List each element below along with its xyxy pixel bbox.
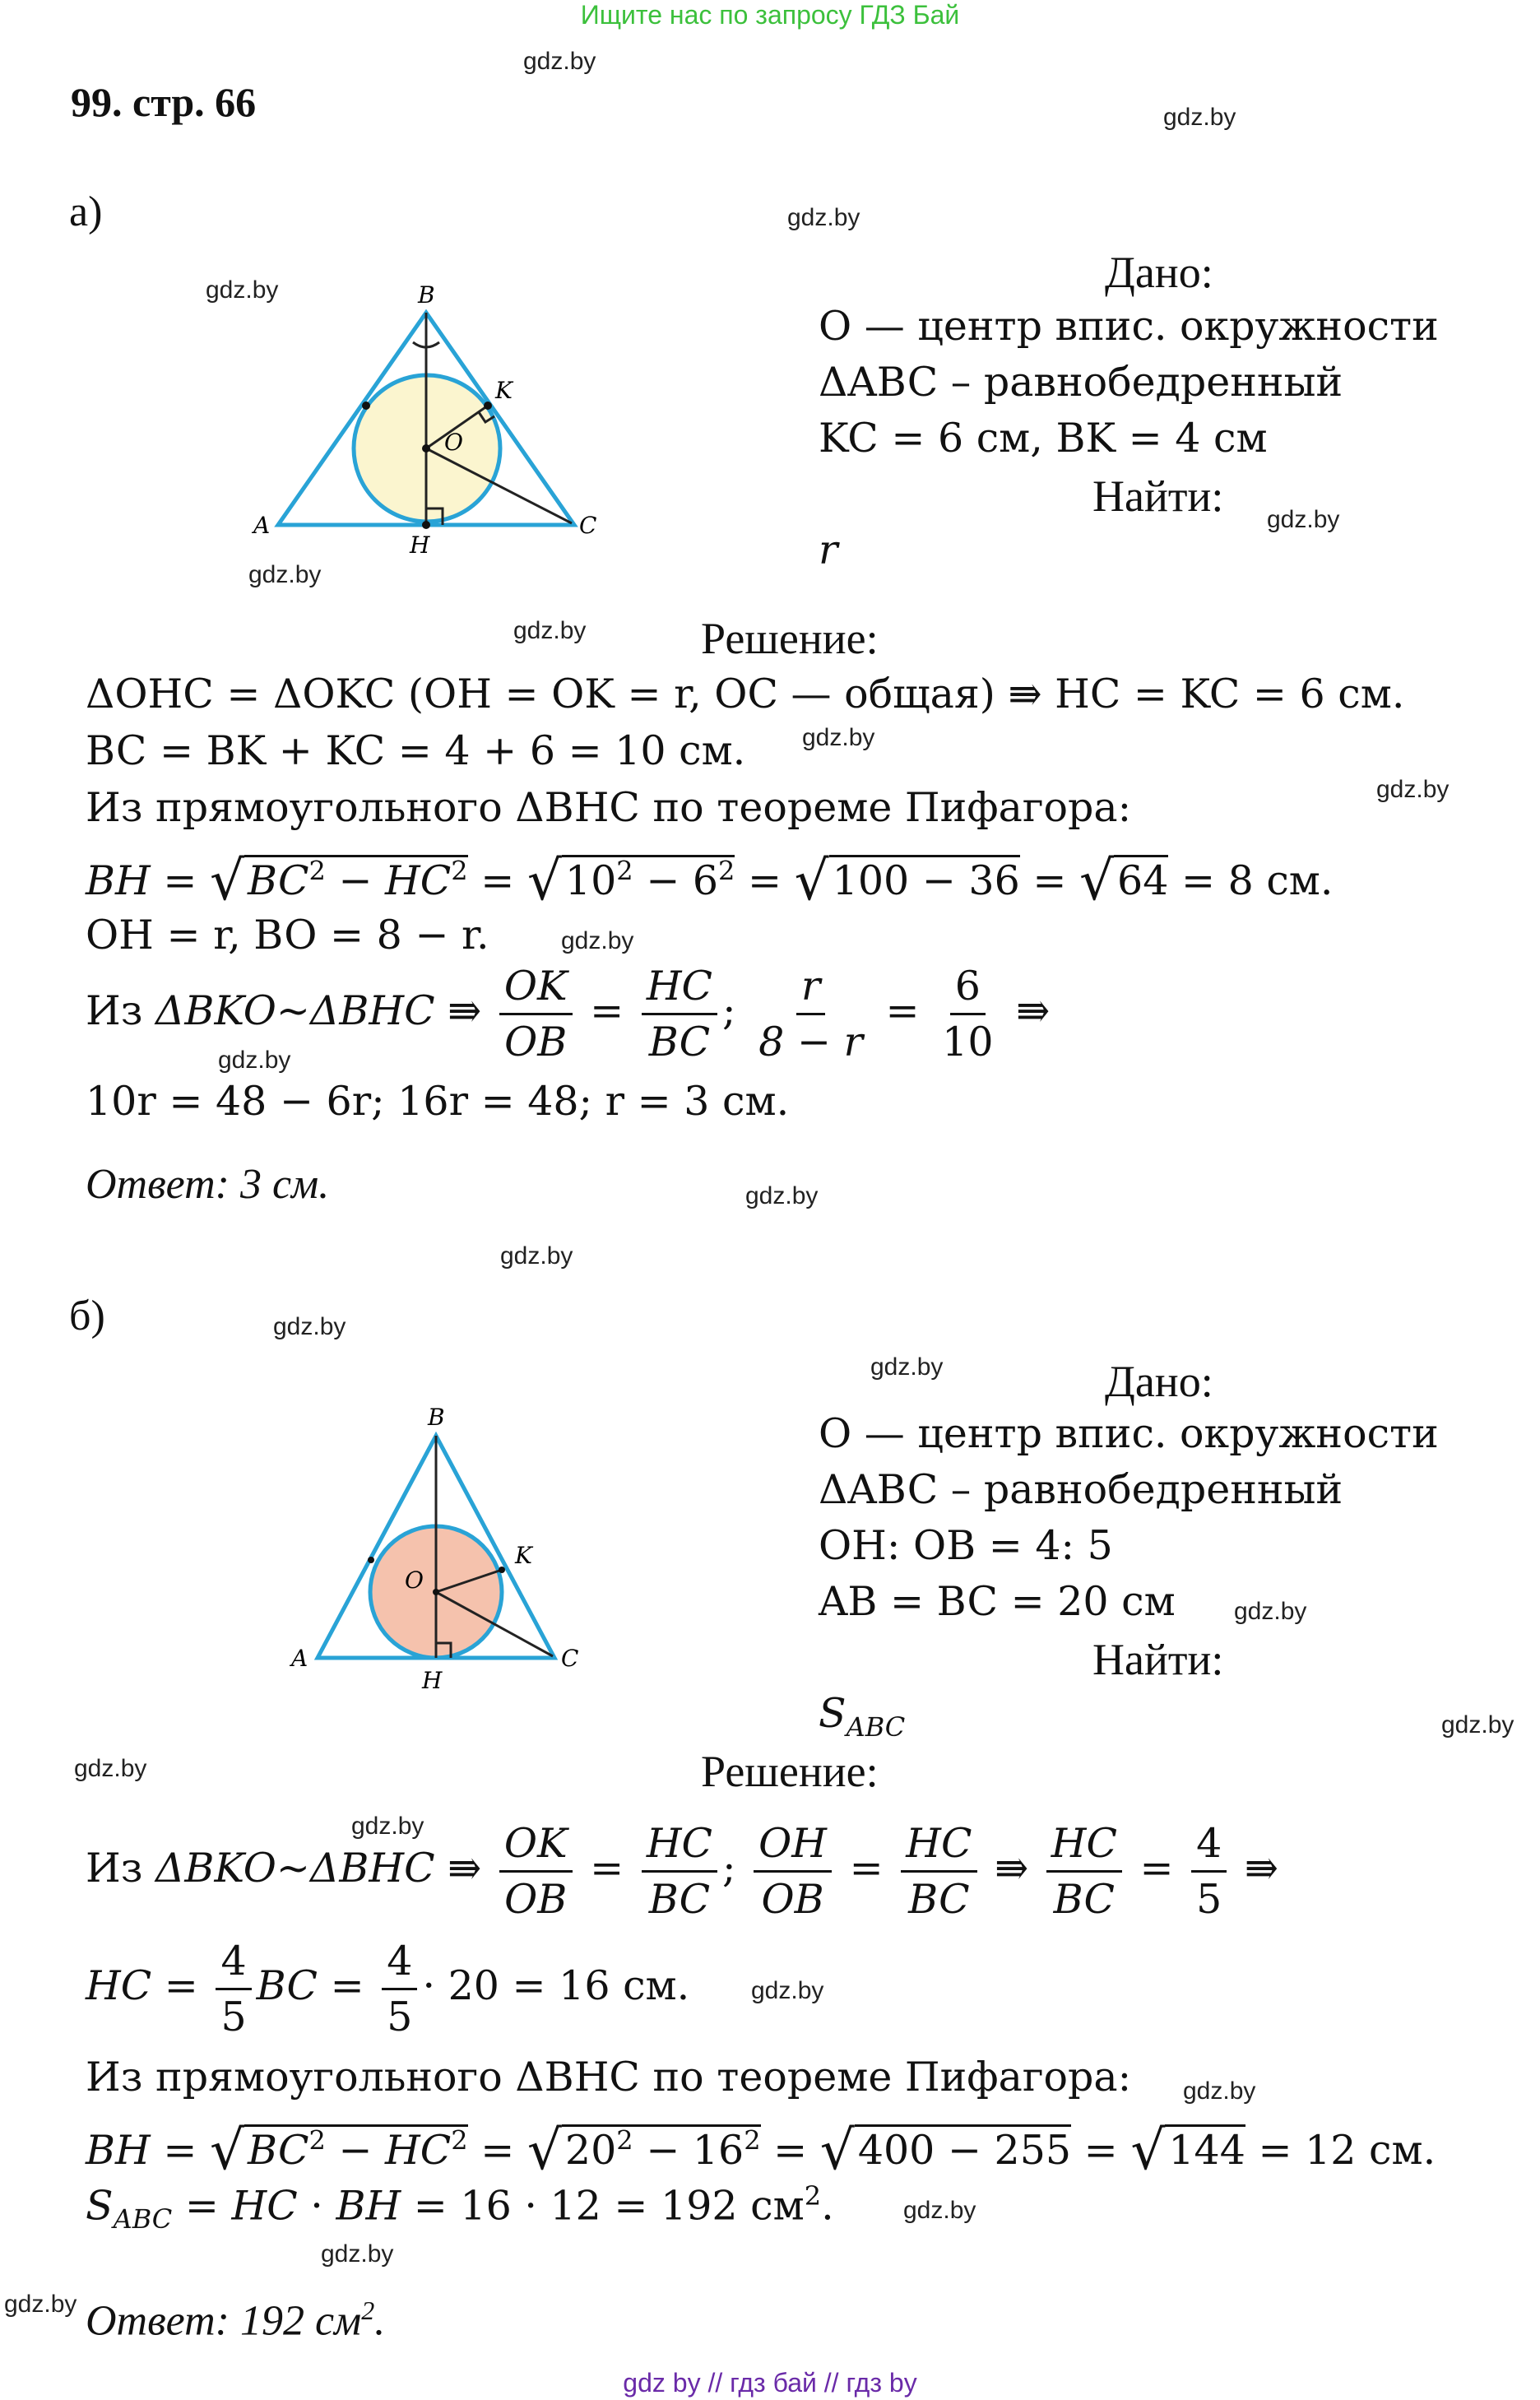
given-line-b2: ΔABC – равнобедренный: [819, 1466, 1343, 1513]
given-line-a2: ΔABC – равнобедренный: [819, 359, 1343, 406]
watermark: gdz.by: [787, 204, 860, 231]
find-title-a: Найти:: [1092, 471, 1224, 521]
given-line-b4: AB = BC = 20 см: [819, 1578, 1176, 1625]
problem-number: 99. стр. 66: [71, 79, 257, 125]
triangle-figure-b: [280, 1390, 592, 1695]
sol-b-line4: BH = $√BC^2 - HC^2 = √20^2 - 16^2 = √400 - 255 = √144 = 12$ см.: [86, 2119, 1436, 2182]
given-line-a1: O — центр впис. окружности: [819, 303, 1439, 350]
given-line-b3: OH: OB = 4: 5: [819, 1522, 1113, 1569]
sol-a-line1: ΔOHC = ΔOKC (OH = OK = r, OC — общая) ⇛ HC = KC = 6 см.: [86, 671, 1405, 717]
label-h: H: [422, 1667, 443, 1694]
watermark: gdz.by: [1234, 1598, 1307, 1625]
watermark: gdz.by: [74, 1755, 147, 1782]
sol-a-line3: Из прямоугольного ΔBHC по теореме Пифагора:: [86, 784, 1132, 831]
answer-a: Ответ: 3 см.: [86, 1161, 330, 1208]
label-k: K: [515, 1542, 532, 1569]
watermark: gdz.by: [1267, 506, 1340, 533]
watermark: gdz.by: [206, 276, 279, 304]
label-o: O: [444, 429, 463, 456]
find-a: r: [819, 527, 838, 573]
solution-title-b: Решение:: [701, 1747, 879, 1796]
watermark: gdz.by: [870, 1353, 944, 1381]
sol-b-line3: Из прямоугольного ΔBHC по теореме Пифагора:: [86, 2054, 1132, 2101]
label-c: C: [561, 1645, 579, 1672]
watermark: gdz.by: [273, 1313, 346, 1340]
watermark: gdz.by: [1376, 776, 1450, 803]
sol-b-line1: Из ΔBKO~ΔBHC ⇛ $\frac{OK}{OB}$ = $\frac{HC}{BC}$ ; $\frac{OH}{OB}$ = $\frac{HC}{BC}$ ⇛ $\frac{HC}{BC}$ = $\frac{4}{5}$ ⇛: [86, 1820, 1278, 1923]
given-line-b1: O — центр впис. окружности: [819, 1410, 1439, 1457]
label-o: O: [405, 1567, 424, 1594]
watermark: gdz.by: [745, 1182, 819, 1209]
find-b: $S_{ABC}$: [819, 1690, 906, 1743]
sol-a-line4: BH = $√BC^2 - HC^2 = √10^2 - 6^2 = √100 - 36 = √64 = 8$ см.: [86, 849, 1334, 912]
watermark: gdz.by: [500, 1242, 573, 1270]
watermark: gdz.by: [218, 1047, 291, 1074]
sol-a-line2: BC = BK + KC = 4 + 6 = 10 см.: [86, 727, 746, 774]
bottom-banner[interactable]: gdz by // гдз бай // гдз by: [623, 2368, 917, 2398]
label-a: A: [253, 512, 271, 539]
watermark: gdz.by: [248, 561, 322, 588]
given-title-a: Дано:: [1105, 248, 1213, 297]
find-title-b: Найти:: [1092, 1635, 1224, 1684]
sol-b-line2: HC = $\frac{4}{5}$ BC = $\frac{4}{5}$ · 20 = 16 см.: [86, 1938, 690, 2040]
watermark: gdz.by: [802, 724, 875, 751]
given-title-b: Дано:: [1105, 1357, 1213, 1406]
part-b-label: б): [69, 1293, 105, 1339]
label-a: A: [291, 1645, 308, 1672]
watermark: gdz.by: [513, 617, 587, 644]
watermark: gdz.by: [561, 927, 634, 954]
label-b: B: [428, 1404, 445, 1431]
watermark: gdz.by: [321, 2240, 394, 2268]
label-c: C: [579, 512, 597, 539]
watermark: gdz.by: [4, 2291, 77, 2318]
sol-a-line7: 10r = 48 − 6r; 16r = 48; r = 3 см.: [86, 1078, 790, 1125]
sol-b-line5: $S_{ABC}$ = HC · BH = 16 · 12 = 192 $см^2$.: [86, 2180, 834, 2235]
watermark: gdz.by: [1441, 1711, 1514, 1738]
label-k: K: [495, 377, 513, 404]
solution-title-a: Решение:: [701, 614, 879, 663]
watermark: gdz.by: [523, 48, 596, 75]
label-h: H: [410, 532, 430, 559]
sol-a-line5: OH = r, BO = 8 − r.: [86, 912, 489, 959]
watermark: gdz.by: [903, 2197, 976, 2224]
sol-a-line6: Из ΔBKO~ΔBHC ⇛ $\frac{OK}{OB}$ = $\frac{HC}{BC}$ ; $\frac{r}{8 - r}$ = $\frac{6}{10}$ ⇛: [86, 963, 1051, 1065]
answer-b: Ответ: 192 $см^2$.: [86, 2296, 386, 2345]
top-banner[interactable]: Ищите нас по запросу ГДЗ Бай: [580, 0, 960, 30]
watermark: gdz.by: [1163, 104, 1236, 131]
part-a-label: а): [69, 188, 103, 235]
label-b: B: [418, 281, 435, 309]
given-line-a3: KC = 6 см, BK = 4 см: [819, 415, 1268, 462]
watermark: gdz.by: [1183, 2077, 1256, 2105]
watermark: gdz.by: [751, 1977, 824, 2004]
watermark: gdz.by: [351, 1813, 424, 1840]
triangle-figure-a: [239, 272, 633, 559]
